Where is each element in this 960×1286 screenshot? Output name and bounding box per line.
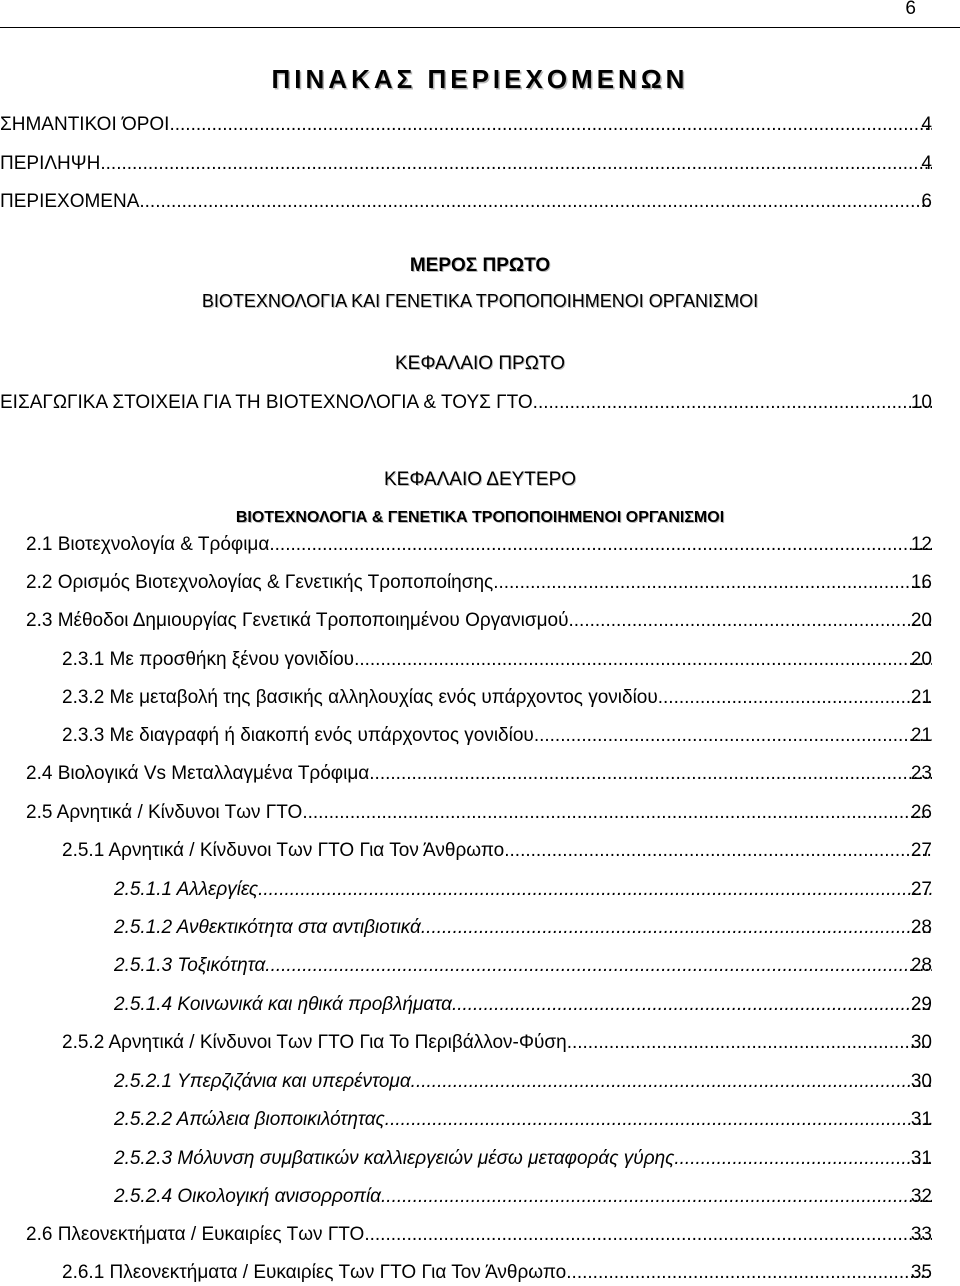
toc-entry-page: 20: [910, 649, 932, 670]
toc-entry-text: 2.5 Αρνητικά / Κίνδυνοι Των ΓΤΟ .....: [26, 801, 932, 825]
toc-entry[interactable]: [114, 954, 932, 978]
chapter1-heading: ΚΕΦΑΛΑΙΟ ΠΡΩΤΟ: [395, 353, 565, 374]
toc-entry-text: 2.3 Μέθοδοι Δημιουργίας Γενετικά Τροποποιημένου Οργανισμού .....: [26, 609, 932, 633]
toc-entry-page: 21: [910, 687, 932, 708]
toc-entry-page: 27: [910, 879, 932, 900]
toc-entry[interactable]: [114, 916, 932, 940]
toc-entry[interactable]: [62, 648, 932, 672]
toc-entry-page: 16: [910, 572, 932, 593]
toc-entry-text: 2.5.1.2 Ανθεκτικότητα στα αντιβιοτικά .....: [114, 916, 932, 940]
header-rule: [0, 27, 960, 28]
toc-entry[interactable]: [114, 993, 932, 1017]
toc-entry[interactable]: [26, 533, 932, 557]
toc-entry[interactable]: [62, 724, 932, 748]
part-heading: ΜΕΡΟΣ ΠΡΩΤΟ: [409, 255, 551, 276]
toc-entry-text: 2.5.2.4 Οικολογική ανισορροπία .....: [114, 1185, 932, 1209]
toc-entry-text: 2.5.2.2 Απώλεια βιοποικιλότητας .....: [114, 1108, 932, 1132]
toc-entry-text: 2.5.2.3 Μόλυνση συμβατικών καλλιεργειών μέσω μεταφοράς γύρης .....: [114, 1147, 932, 1171]
toc-entry-page: 28: [910, 955, 932, 976]
toc-entry-page: 30: [910, 1071, 932, 1092]
toc-entry-text: 2.5.2 Αρνητικά / Κίνδυνοι Των ΓΤΟ Για Το Περιβάλλον-Φύση .....: [62, 1031, 932, 1055]
toc-title: ΠΙΝΑΚΑΣ ΠΕΡΙΕΧΟΜΕΝΩΝ: [271, 64, 689, 94]
toc-entry-text: 2.3.3 Με διαγραφή ή διακοπή ενός υπάρχοντος γονιδίου .....: [62, 724, 932, 748]
toc-entry-page: 4: [921, 114, 932, 135]
toc-entry[interactable]: [62, 1261, 932, 1285]
toc-entry[interactable]: [26, 801, 932, 825]
toc-entry-text: 2.5.2.1 Υπερζιζάνια και υπερέντομα .....: [114, 1070, 932, 1094]
toc-entry-page: 28: [910, 917, 932, 938]
toc-entry-text: 2.5.1.3 Τοξικότητα .....: [114, 954, 932, 978]
part-subtitle: ΒΙΟΤΕΧΝΟΛΟΓΙΑ ΚΑΙ ΓΕΝΕΤΙΚΑ ΤΡΟΠΟΠΟΙΗΜΕΝΟΙ ΟΡΓΑΝΙΣΜΟΙ: [201, 291, 759, 311]
toc-entry-page: 12: [910, 534, 932, 555]
toc-entry-text: ΣΗΜΑΝΤΙΚΟΙ ΌΡΟΙ .....: [0, 113, 932, 137]
toc-entry[interactable]: [62, 839, 932, 863]
toc-entry[interactable]: [26, 762, 932, 786]
toc-entry-page: 35: [910, 1262, 932, 1283]
toc-entry-page: 23: [910, 763, 932, 784]
toc-entry-page: 27: [910, 840, 932, 861]
toc-entry[interactable]: [114, 1108, 932, 1132]
toc-entry-page: 31: [910, 1109, 932, 1130]
toc-entry[interactable]: [62, 686, 932, 710]
toc-entry-text: 2.2 Ορισμός Βιοτεχνολογίας & Γενετικής Τροποποίησης .....: [26, 571, 932, 595]
toc-entry-text: 2.3.1 Με προσθήκη ξένου γονιδίου .....: [62, 648, 932, 672]
toc-entry[interactable]: [114, 1147, 932, 1171]
toc-entry-page: 20: [910, 610, 932, 631]
toc-entry-text: ΠΕΡΙΕΧΟΜΕΝΑ .....: [0, 190, 932, 214]
toc-entry[interactable]: [114, 878, 932, 902]
toc-entry[interactable]: [26, 609, 932, 633]
toc-entry[interactable]: [114, 1070, 932, 1094]
toc-entry[interactable]: [62, 1031, 932, 1055]
toc-entry-contents[interactable]: [0, 190, 932, 214]
toc-entry-text: 2.5.1.1 Αλλεργίες .....: [114, 878, 932, 902]
toc-entry-page: 6: [921, 191, 932, 212]
toc-entry-summary[interactable]: [0, 152, 932, 176]
toc-entry-page: 32: [910, 1186, 932, 1207]
toc-entry-text: 2.4 Βιολογικά Vs Μεταλλαγμένα Τρόφιμα .....: [26, 762, 932, 786]
toc-entry-page: 33: [910, 1224, 932, 1245]
chapter2-subtitle: ΒΙΟΤΕΧΝΟΛΟΓΙΑ & ΓΕΝΕΤΙΚΑ ΤΡΟΠΟΠΟΙΗΜΕΝΟΙ ΟΡΓΑΝΙΣΜΟΙ: [235, 509, 725, 526]
toc-entry-page: 29: [910, 994, 932, 1015]
toc-entry-text: 2.3.2 Με μεταβολή της βασικής αλληλουχίας ενός υπάρχοντος γονιδίου .....: [62, 686, 932, 710]
toc-entry-text: ΕΙΣΑΓΩΓΙΚΑ ΣΤΟΙΧΕΙΑ ΓΙΑ ΤΗ ΒΙΟΤΕΧΝΟΛΟΓΙΑ & ΤΟΥΣ ΓΤΟ .....: [0, 391, 932, 415]
toc-entry-chapter1[interactable]: [0, 391, 932, 415]
toc-entry[interactable]: [26, 571, 932, 595]
toc-entry-page: 4: [921, 153, 932, 174]
page-number: 6: [905, 0, 916, 19]
toc-entry-terms[interactable]: [0, 113, 932, 137]
toc-entry-text: ΠΕΡΙΛΗΨΗ .....: [0, 152, 932, 176]
toc-entry-page: 21: [910, 725, 932, 746]
toc-entry-text: 2.1 Βιοτεχνολογία & Τρόφιμα .....: [26, 533, 932, 557]
toc-entry-page: 10: [910, 392, 932, 413]
toc-entry-text: 2.5.1 Αρνητικά / Κίνδυνοι Των ΓΤΟ Για Τον Άνθρωπο .....: [62, 839, 932, 863]
toc-entry-page: 31: [910, 1148, 932, 1169]
toc-entry-page: 30: [910, 1032, 932, 1053]
toc-entry-page: 26: [910, 802, 932, 823]
toc-entry[interactable]: [26, 1223, 932, 1247]
chapter2-heading: ΚΕΦΑΛΑΙΟ ΔΕΥΤΕΡΟ: [383, 469, 577, 490]
toc-entry[interactable]: [114, 1185, 932, 1209]
toc-entry-text: 2.6.1 Πλεονεκτήματα / Ευκαιρίες Των ΓΤΟ Για Τον Άνθρωπο .....: [62, 1261, 932, 1285]
toc-entry-text: 2.6 Πλεονεκτήματα / Ευκαιρίες Των ΓΤΟ .....: [26, 1223, 932, 1247]
toc-entry-text: 2.5.1.4 Κοινωνικά και ηθικά προβλήματα .....: [114, 993, 932, 1017]
